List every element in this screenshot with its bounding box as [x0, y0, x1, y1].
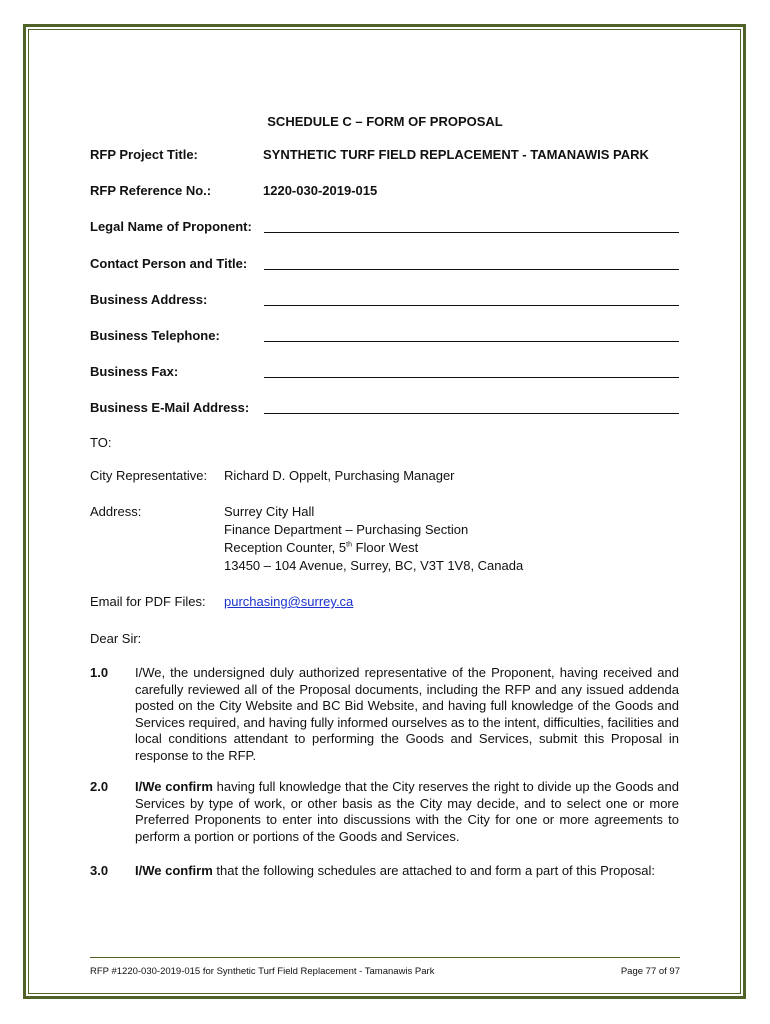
address-line-3: Reception Counter, 5th Floor West: [224, 540, 419, 555]
address-line-2: Finance Department – Purchasing Section: [224, 522, 469, 537]
fax-label: Business Fax:: [90, 364, 179, 379]
city-rep-label: City Representative:: [90, 468, 208, 483]
telephone-field[interactable]: [264, 341, 679, 342]
salutation: Dear Sir:: [90, 631, 142, 646]
item-number: 3.0: [90, 863, 109, 878]
reference-label: RFP Reference No.:: [90, 183, 212, 198]
footer-left: RFP #1220-030-2019-015 for Synthetic Turf Field Replacement - Tamanawis Park: [90, 966, 435, 977]
address-line-4: 13450 – 104 Avenue, Surrey, BC, V3T 1V8, Canada: [224, 558, 524, 573]
item-number: 1.0: [90, 665, 109, 680]
project-title-value: SYNTHETIC TURF FIELD REPLACEMENT - TAMANAWIS PARK: [263, 147, 649, 162]
item-number: 2.0: [90, 779, 109, 794]
form-heading: SCHEDULE C – FORM OF PROPOSAL: [267, 114, 503, 129]
address-line-1: Surrey City Hall: [224, 504, 315, 519]
footer-page-number: Page 77 of 97: [620, 966, 680, 977]
fax-field[interactable]: [264, 377, 679, 378]
pdf-email-label: Email for PDF Files:: [90, 594, 206, 609]
email-label: Business E-Mail Address:: [90, 400, 250, 415]
item-text: I/We confirm having full knowledge that the City reserves the right to divide up the Goods and Services by type of work, or other basis as the City may decide, and to select one or more Preferred Proponents to enter into discussions with the City for one or more agreements to perform a portion or portions of the Goods and Services.: [135, 779, 679, 844]
footer-divider: [90, 957, 680, 958]
item-text: I/We confirm that the following schedules are attached to and form a part of this Proposal:: [135, 863, 656, 878]
to-label: TO:: [90, 435, 112, 450]
telephone-label: Business Telephone:: [90, 328, 220, 343]
contact-label: Contact Person and Title:: [90, 256, 248, 271]
address-label: Address:: [90, 504, 142, 519]
business-address-field[interactable]: [264, 305, 679, 306]
legal-name-label: Legal Name of Proponent:: [90, 219, 252, 234]
legal-name-field[interactable]: [264, 232, 679, 233]
business-address-label: Business Address:: [90, 292, 208, 307]
item-text: I/We, the undersigned duly authorized representative of the Proponent, having received and carefully reviewed all of the Proposal documents, including the RFP and any issued addenda posted on the City Website and BC Bid Website, and having full knowledge of the Goods and Services required, and having fully informed ourselves as to the intent, difficulties, facilities and local conditions attendant to performing the Goods and Services, submit this Proposal in response to the RFP.: [135, 665, 679, 763]
reference-value: 1220-030-2019-015: [263, 183, 378, 198]
contact-field[interactable]: [264, 269, 679, 270]
city-rep-value: Richard D. Oppelt, Purchasing Manager: [224, 468, 455, 483]
pdf-email-link[interactable]: purchasing@surrey.ca: [224, 594, 354, 609]
project-title-label: RFP Project Title:: [90, 147, 198, 162]
email-field[interactable]: [264, 413, 679, 414]
